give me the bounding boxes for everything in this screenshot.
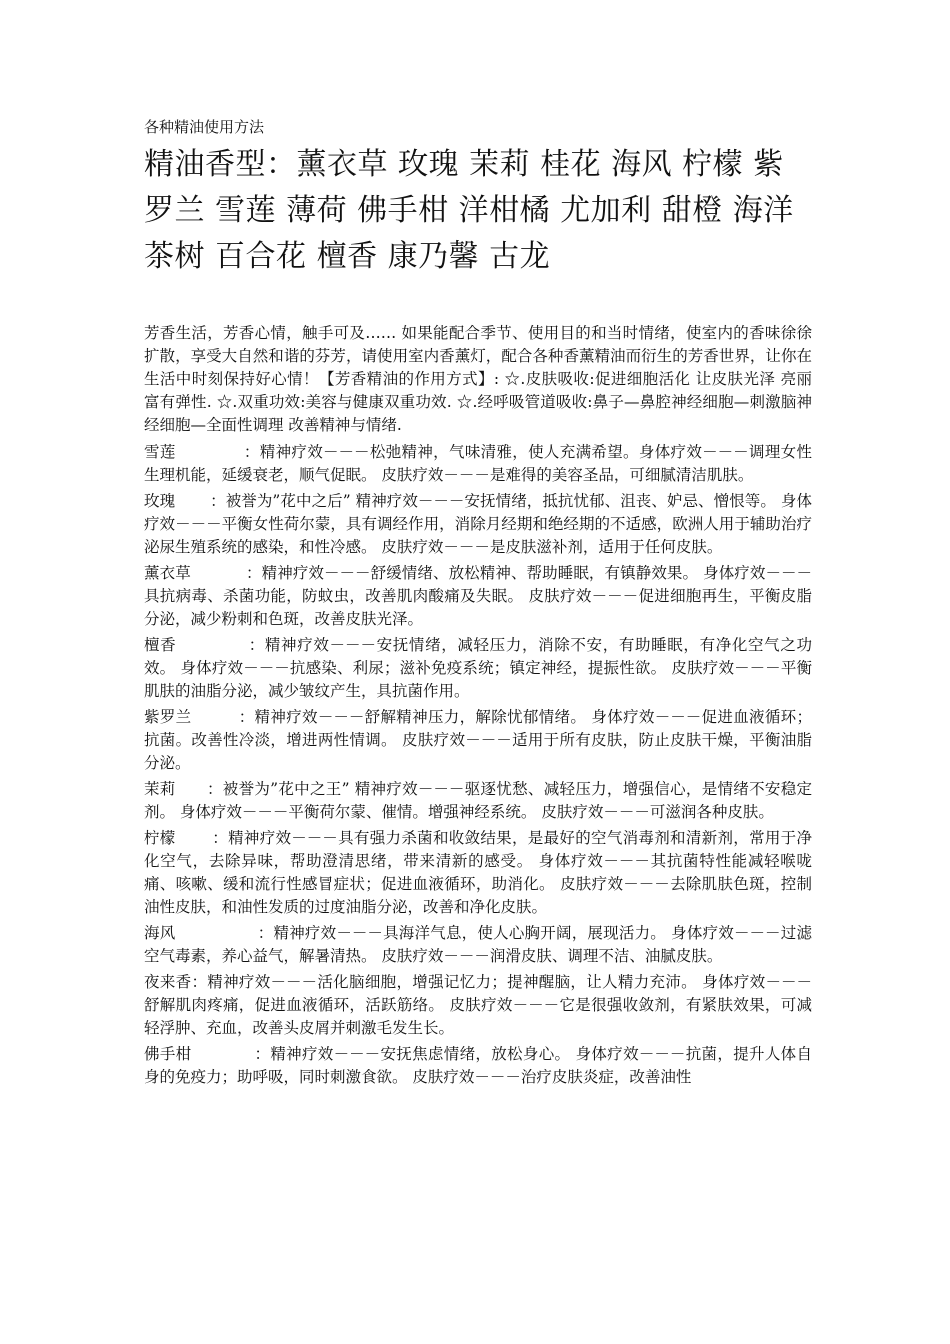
- entry-name: 玫瑰: [144, 492, 176, 510]
- entry-text: 被誉为”花中之王” 精神疗效－－－驱逐忧愁、减轻压力，增强信心，是情绪不安稳定剂。 身体疗效－－－平衡荷尔蒙、催情。增强神经系统。 皮肤疗效－－－可滋润各种皮肤。: [144, 780, 812, 821]
- entry-separator: ：: [175, 443, 260, 461]
- entry-paragraph: [144, 706, 812, 775]
- entry-text: 被誉为”花中之后” 精神疗效－－－安抚情绪，抵抗忧郁、沮丧、妒忌、憎恨等。 身体疗效－－－平衡女性荷尔蒙，具有调经作用，消除月经期和绝经期的不适感，欧洲人用于辅助治疗泌尿生殖系统的感染，和性冷感。 皮肤疗效－－－是皮肤滋补剂，适用于任何皮肤。: [144, 492, 812, 556]
- entry-text: 精神疗效－－－舒解精神压力，解除忧郁情绪。 身体疗效－－－促进血液循环；抗菌。改善性冷淡，增进两性情调。 皮肤疗效－－－适用于所有皮肤，防止皮肤干燥，平衡油脂分泌。: [144, 708, 812, 772]
- entry-paragraph: [144, 441, 812, 487]
- entry-separator: ：: [191, 1045, 271, 1063]
- entry-paragraph: [144, 922, 812, 968]
- entry-separator: ：: [190, 564, 262, 582]
- entry-name: 佛手柑: [144, 1045, 192, 1063]
- entry-paragraph: [144, 634, 812, 703]
- entries-list: [144, 441, 812, 1089]
- entry-name: 海风: [144, 924, 176, 942]
- entry-name: 夜来香: [144, 973, 192, 991]
- entry-separator: ：: [175, 829, 229, 847]
- entry-paragraph: [144, 778, 812, 824]
- entry-text: 精神疗效－－－安抚情绪，减轻压力，消除不安，有助睡眠，有净化空气之功效。 身体疗效－－－抗感染、利尿；滋补免疫系统；镇定神经，提振性欲。 皮肤疗效－－－平衡肌肤的油脂分泌，减少皱纹产生，具抗菌作用。: [144, 636, 812, 700]
- entry-text: 精神疗效－－－活化脑细胞，增强记忆力；提神醒脑，让人精力充沛。 身体疗效－－－舒解肌肉疼痛，促进血液循环，活跃筋络。 皮肤疗效－－－它是很强收敛剂，有紧肤效果，可减轻浮肿、充血，改善头皮屑并刺激毛发生长。: [144, 973, 812, 1037]
- entry-text: 精神疗效－－－安抚焦虑情绪，放松身心。 身体疗效－－－抗菌，提升人体自身的免疫力；助呼吸，同时刺激食欲。 皮肤疗效－－－治疗皮肤炎症，改善油性: [144, 1045, 812, 1086]
- entry-text: 精神疗效－－－具海洋气息，使人心胸开阔，展现活力。 身体疗效－－－过滤空气毒素，养心益气，解暑清热。 皮肤疗效－－－润滑皮肤、调理不洁、油腻皮肤。: [144, 924, 812, 965]
- entry-paragraph: [144, 490, 812, 559]
- entry-name: 雪莲: [144, 443, 176, 461]
- entry-separator: ：: [191, 708, 255, 726]
- entry-name: 茉莉: [144, 780, 176, 798]
- entry-paragraph: [144, 1043, 812, 1089]
- entry-text: 精神疗效－－－舒缓情绪、放松精神、帮助睡眠，有镇静效果。 身体疗效－－－具抗病毒、杀菌功能，防蚊虫，改善肌肉酸痛及失眠。 皮肤疗效－－－促进细胞再生，平衡皮脂分泌，减少粉刺和色斑，改善皮肤光泽。: [144, 564, 812, 628]
- entry-name: 紫罗兰: [144, 708, 192, 726]
- document-page: [144, 112, 812, 1092]
- entry-separator: ：: [191, 973, 208, 991]
- entry-separator: ：: [175, 780, 223, 798]
- entry-name: 柠檬: [144, 829, 176, 847]
- document-subtitle: 各种精油使用方法: [144, 118, 265, 136]
- document-title: 精油香型：薰衣草 玫瑰 茉莉 桂花 海风 柠檬 紫罗兰 雪莲 薄荷 佛手柑 洋柑橘 尤加利 甜橙 海洋 茶树 百合花 檀香 康乃馨 古龙: [144, 147, 794, 274]
- entry-paragraph: [144, 971, 812, 1040]
- entry-name: 薰衣草: [144, 564, 191, 582]
- entry-name: 檀香: [144, 636, 177, 654]
- entry-separator: ：: [176, 636, 265, 654]
- entry-paragraph: [144, 827, 812, 919]
- intro-paragraph: 芳香生活，芳香心情，触手可及…… 如果能配合季节、使用目的和当时情绪，使室内的香味徐徐扩散，享受大自然和谐的芬芳，请使用室内香薰灯，配合各种香薰精油而衍生的芳香世界，让你在生活中时刻保持好心情！【芳香精油的作用方式】: ☆.皮肤吸收:促进细胞活化 让皮肤光泽 亮丽 富有弹性. ☆.双重功效:美容与健康双重功效. ☆.经呼吸管道吸收:鼻子—鼻腔神经细胞—刺激脑神经细胞—全面性调理 改善精神与情绪.: [144, 324, 812, 434]
- entry-text: 精神疗效－－－松弛精神，气味清雅，使人充满希望。身体疗效－－－调理女性生理机能，延缓衰老，顺气促眠。 皮肤疗效－－－是难得的美容圣品，可细腻清洁肌肤。: [144, 443, 812, 484]
- entry-separator: ：: [175, 492, 226, 510]
- entry-paragraph: [144, 562, 812, 631]
- entry-separator: ：: [175, 924, 274, 942]
- entry-text: 精神疗效－－－具有强力杀菌和收敛结果，是最好的空气消毒剂和清新剂，常用于净化空气，去除异味，帮助澄清思绪，带来清新的感受。 身体疗效－－－其抗菌特性能减轻喉咙痛、咳嗽、缓和流行性感冒症状；促进血液循环，助消化。 皮肤疗效－－－去除肌肤色斑，控制油性皮肤，和油性发质的过度油脂分泌，改善和净化皮肤。: [144, 829, 812, 916]
